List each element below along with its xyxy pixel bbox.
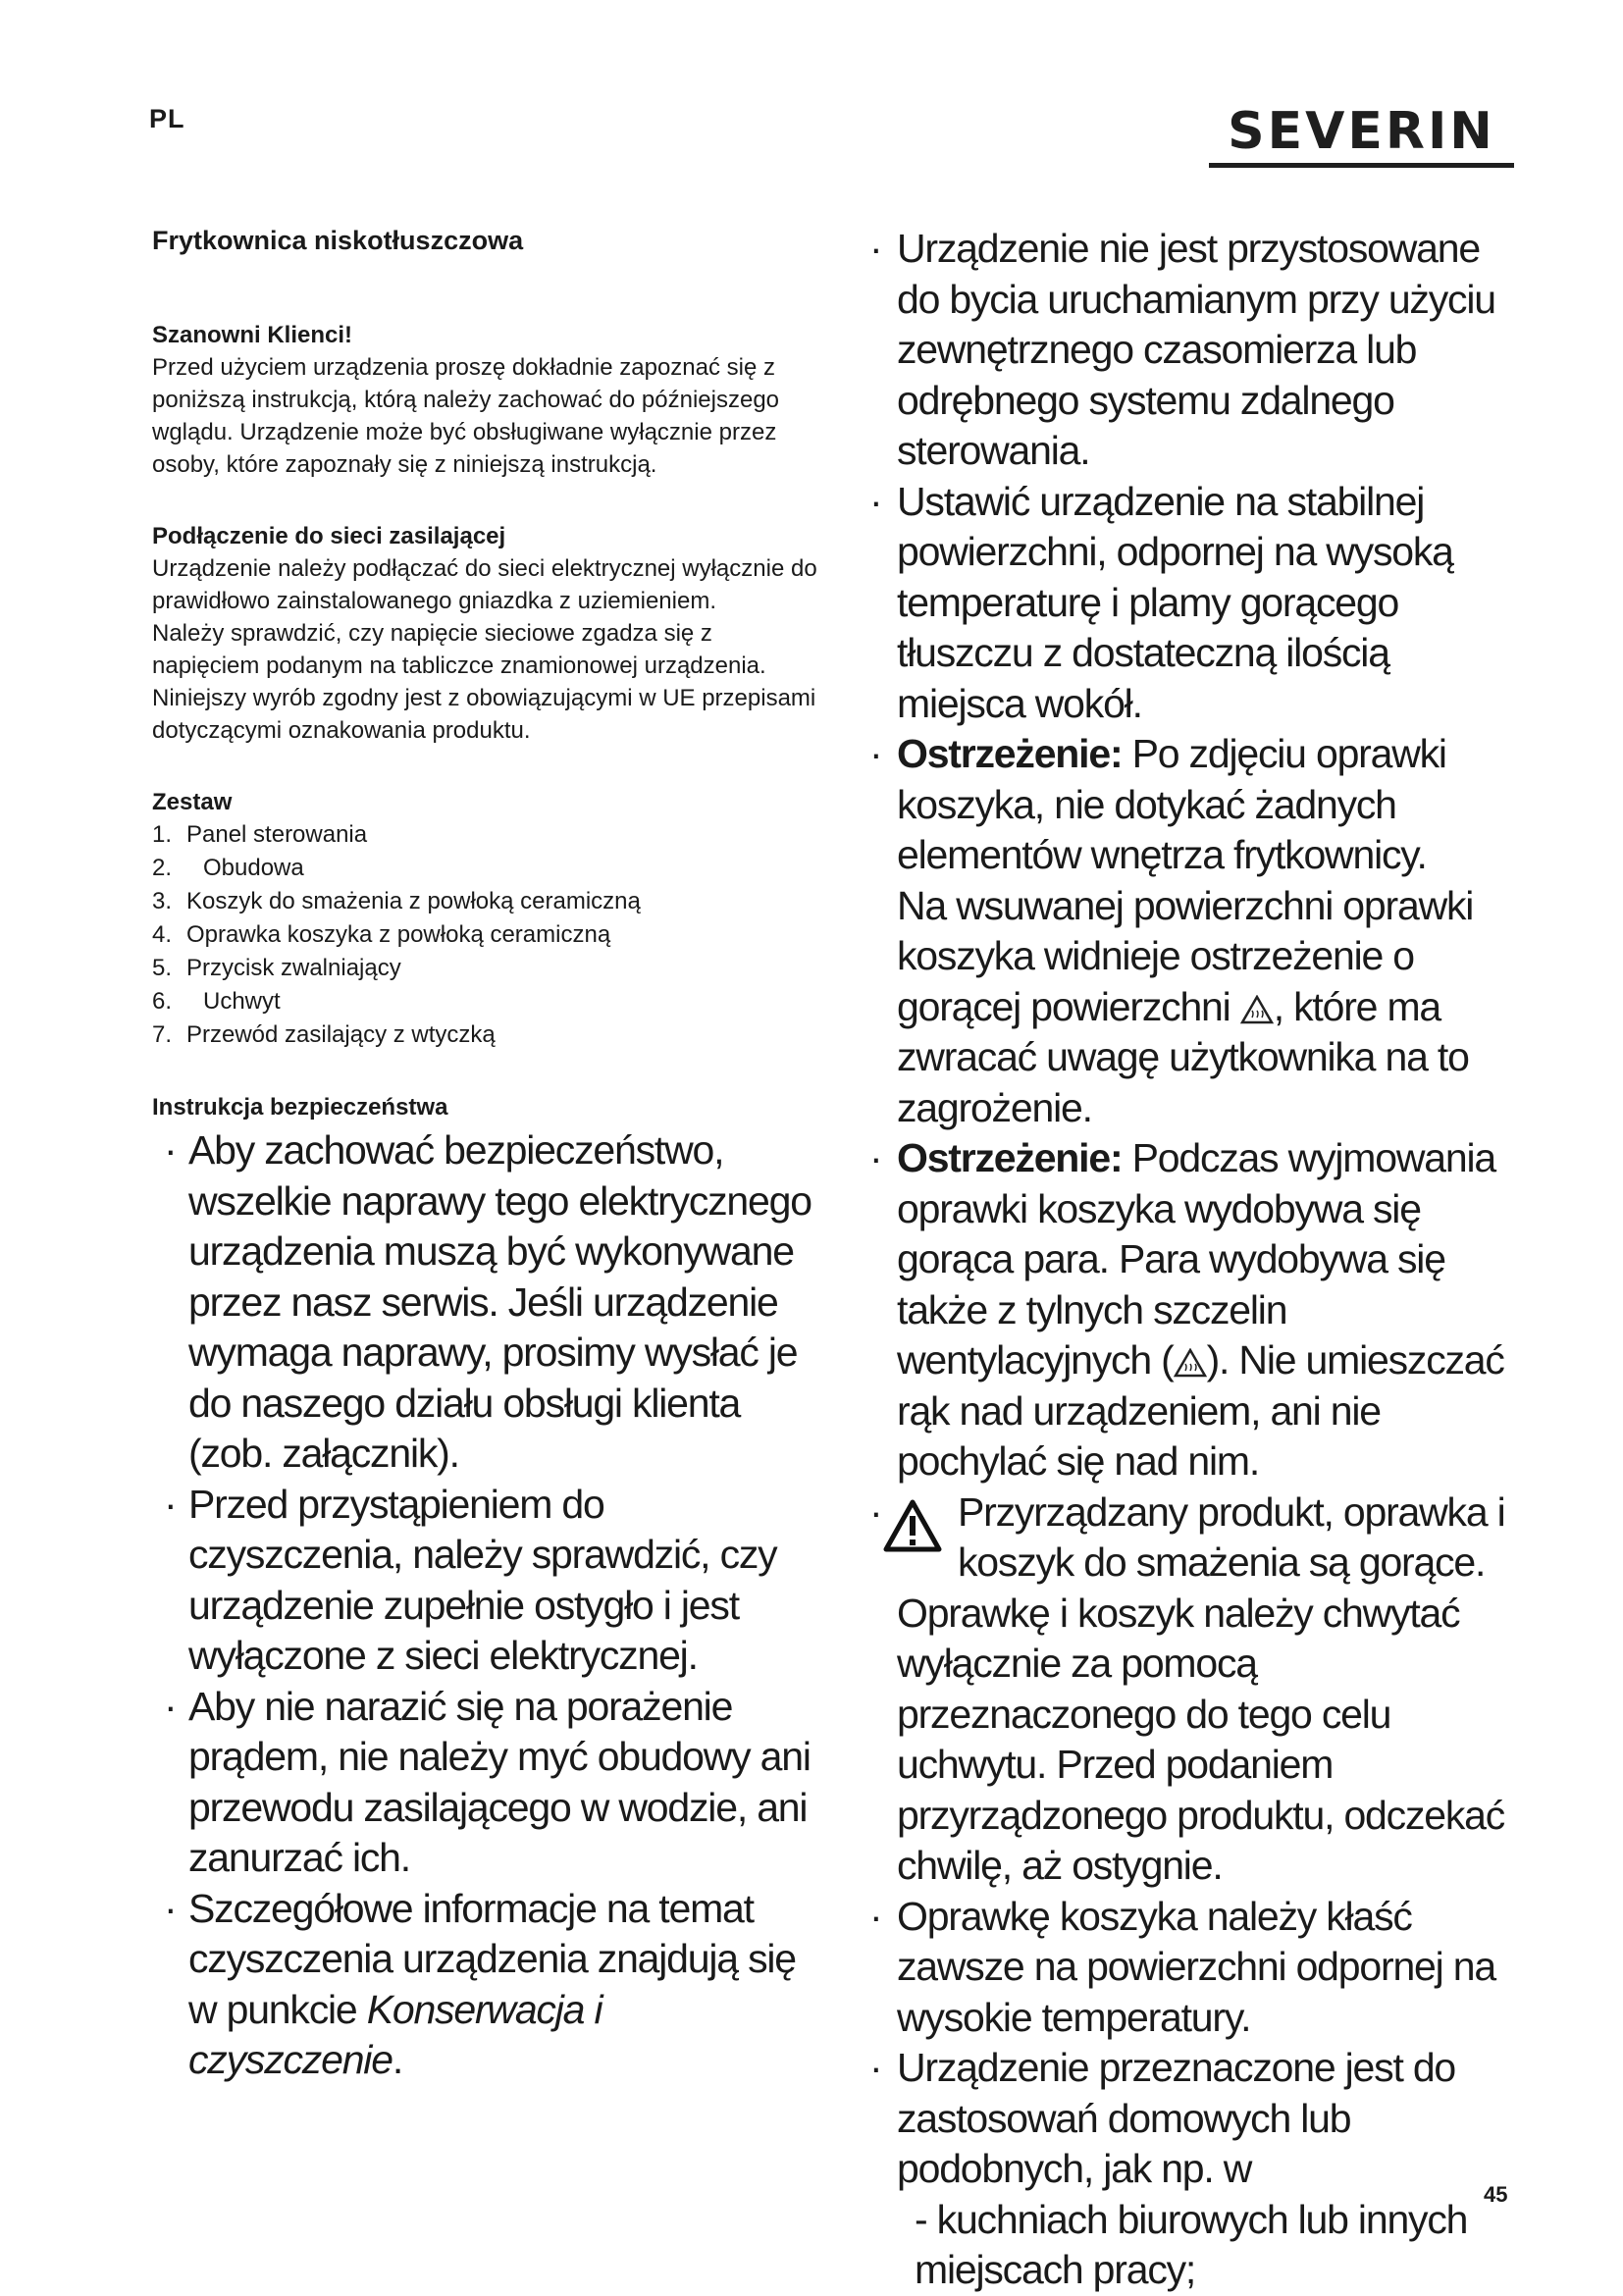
safety-item: · Aby nie narazić się na porażenie prądem, nie należy myć obudowy ani przewodu zasilającego w wodzie, ani zanurzać ich. bbox=[164, 1683, 811, 1880]
safety-heading: Instrukcja bezpieczeństwa bbox=[152, 1094, 448, 1121]
power-section bbox=[152, 520, 819, 747]
document-title: Frytkownica niskotłuszczowa bbox=[152, 226, 524, 255]
power-text-1: Urządzenie należy podłączać do sieci elektrycznej wyłącznie do prawidłowo zainstalowanego gniazdka z uziemieniem. bbox=[152, 555, 817, 614]
safety-left-list bbox=[152, 1125, 819, 2086]
kit-item: 2. Obudowa bbox=[152, 855, 304, 881]
kit-item: 1. Panel sterowania bbox=[152, 821, 368, 848]
kit-item: 4. Oprawka koszyka z powłoką ceramiczną bbox=[152, 921, 611, 948]
kit-item: 6. Uchwyt bbox=[152, 988, 281, 1015]
kit-section bbox=[152, 786, 819, 1052]
safety-item: · Urządzenie nie jest przystosowane do bycia uruchamianym przy użyciu zewnętrznego czasomierza lub odrębnego systemu zdalnego sterowania. bbox=[869, 226, 1495, 473]
left-column bbox=[152, 224, 819, 2086]
safety-item: · Aby zachować bezpieczeństwo, wszelkie naprawy tego elektrycznego urządzenia muszą być wykonywane przez nasz serwis. Jeśli urządzenie wymaga naprawy, prosimy wysłać je do naszego działu obsługi klienta (zob. załącznik). bbox=[164, 1127, 812, 1476]
safety-item: · Ustawić urządzenie na stabilnej powierzchni, odpornej na wysoką temperaturę i plamy gorącego tłuszczu z dostateczną ilością miejsca wokół. bbox=[869, 478, 1453, 726]
language-code: PL bbox=[149, 104, 185, 133]
safety-item: · Urządzenie przeznaczone jest do zastosowań domowych lub podobnych, jak np. w bbox=[869, 2045, 1456, 2191]
hot-steam-warning-icon bbox=[1174, 1348, 1207, 1378]
warning-item: · Ostrzeżenie: Po zdjęciu oprawki koszyka, nie dotykać żadnych elementów wnętrza frytkownicy. Na wsuwanej powierzchni oprawki koszyka widnieje ostrzeżenie o gorącej powierzchni , które ma zwracać uwagę użytkownika na to zagrożenie. bbox=[869, 731, 1474, 1130]
warning-label: Ostrzeżenie: bbox=[897, 1135, 1123, 1180]
usage-subitem: - kuchniach biurowych lub innych miejscach pracy; bbox=[915, 2196, 1468, 2292]
logo-underline bbox=[1209, 163, 1514, 168]
greeting-text: Przed użyciem urządzenia proszę dokładnie zapoznać się z poniższą instrukcją, którą należy zachować do późniejszego wglądu. Urządzenie może być obsługiwane wyłącznie przez osoby, które zapoznały się z niniejszą instrukcją. bbox=[152, 354, 780, 478]
page-number: 45 bbox=[1484, 2182, 1508, 2207]
kit-item: 7. Przewód zasilający z wtyczką bbox=[152, 1021, 496, 1048]
safety-item: · Przed przystąpieniem do czyszczenia, należy sprawdzić, czy urządzenie zupełnie ostygło i jest wyłączone z sieci elektrycznej. bbox=[164, 1481, 777, 1678]
kit-item: 5. Przycisk zwalniający bbox=[152, 955, 401, 981]
greeting-section bbox=[152, 319, 819, 481]
power-heading: Podłączenie do sieci zasilającej bbox=[152, 523, 506, 549]
safety-item: · Przyrządzany produkt, oprawka i koszyk do smażenia są gorące. Oprawkę i koszyk należy chwytać wyłącznie za pomocą przeznaczonego do tego celu uchwytu. Przed podaniem przyrządzonego produktu, odczekać chwilę, aż ostygnie. bbox=[869, 1488, 1505, 1888]
warning-triangle-icon bbox=[883, 1499, 942, 1552]
brand-logo bbox=[1209, 104, 1514, 168]
hot-surface-warning-icon bbox=[1240, 995, 1274, 1024]
power-text-2: Należy sprawdzić, czy napięcie sieciowe zgadza się z napięciem podanym na tabliczce znamionowej urządzenia. Niniejszy wyrób zgodny jest z obowiązującymi w UE przepisami dotyczącymi oznakowania produktu. bbox=[152, 620, 816, 744]
kit-list bbox=[152, 818, 819, 1052]
warning-item: · Ostrzeżenie: Podczas wyjmowania oprawki koszyka wydobywa się gorąca para. Para wydobywa się także z tylnych szczelin wentylacyjnych ( ). Nie umieszczać rąk nad urządzeniem, ani nie pochylać się nad nim. bbox=[869, 1135, 1504, 1484]
kit-heading: Zestaw bbox=[152, 789, 233, 815]
greeting-heading: Szanowni Klienci! bbox=[152, 322, 353, 348]
safety-section bbox=[152, 1091, 819, 2086]
warning-label: Ostrzeżenie: bbox=[897, 731, 1123, 776]
cross-reference: Konserwacja i czyszczenie bbox=[188, 1986, 602, 2082]
safety-item: · Oprawkę koszyka należy kłaść zawsze na powierzchni odpornej na wysokie temperatury. bbox=[869, 1893, 1495, 2040]
brand-name: SEVERIN bbox=[1228, 102, 1495, 161]
right-column bbox=[869, 224, 1522, 2296]
kit-item: 3. Koszyk do smażenia z powłoką ceramiczną bbox=[152, 888, 641, 914]
safety-item: · Szczegółowe informacje na temat czyszczenia urządzenia znajdują się w punkcie Konserwacja i czyszczenie. bbox=[164, 1885, 796, 2082]
